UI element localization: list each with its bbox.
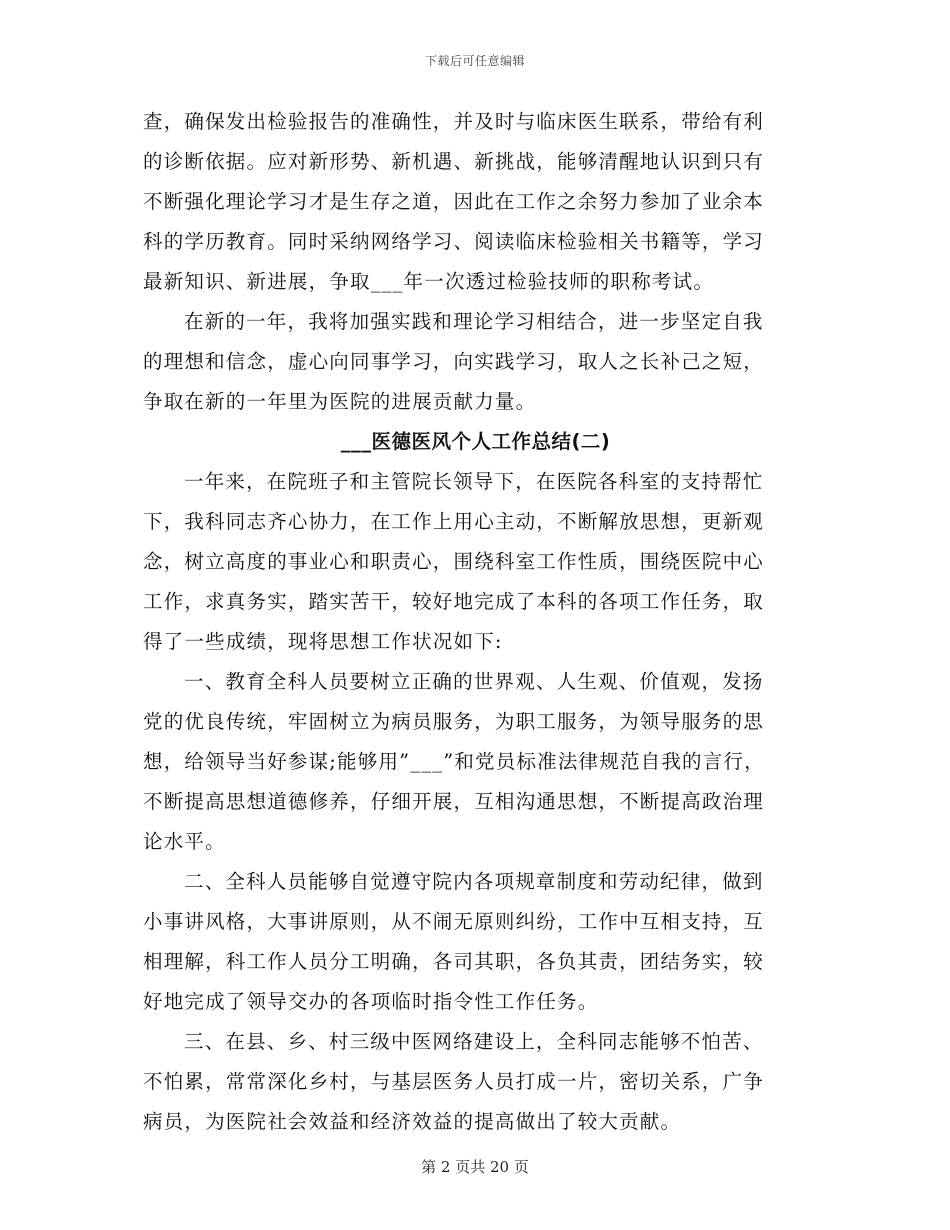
- text-line: 病员，为医院社会效益和经济效益的提高做出了较大贡献。: [143, 1110, 682, 1133]
- section-title: ___医德医风个人工作总结(二): [340, 430, 611, 453]
- text-line: 念，树立高度的事业心和职责心，围绕科室工作性质，围绕医院中心: [143, 550, 765, 573]
- text-line: 工作，求真务实，踏实苦干，较好地完成了本科的各项工作任务，取: [143, 590, 765, 613]
- paragraph: [143, 102, 808, 302]
- text-line: 相理解，科工作人员分工明确，各司其职，各负其责，团结务实，较: [143, 950, 765, 973]
- text-line: 好地完成了领导交办的各项临时指令性工作任务。: [143, 990, 599, 1013]
- paragraph: [143, 302, 808, 422]
- text-line: 的诊断依据。应对新形势、新机遇、新挑战，能够清醒地认识到只有: [143, 150, 765, 173]
- text-line: 最新知识、新进展，争取___年一次透过检验技师的职称考试。: [143, 270, 715, 293]
- text-line: 党的优良传统，牢固树立为病员服务，为职工服务，为领导服务的思: [143, 710, 765, 733]
- text-line: 论水平。: [143, 830, 226, 853]
- text-line: 查，确保发出检验报告的准确性，并及时与临床医生联系，带给有利: [143, 110, 765, 133]
- text-line: 科的学历教育。同时采纳网络学习、阅读临床检验相关书籍等，学习: [143, 230, 765, 253]
- text-line: 一年来，在院班子和主管院长领导下，在医院各科室的支持帮忙: [184, 470, 764, 493]
- text-line: 得了一些成绩，现将思想工作状况如下:: [143, 630, 503, 653]
- text-line: 在新的一年，我将加强实践和理论学习相结合，进一步坚定自我: [184, 310, 764, 333]
- text-line: 下，我科同志齐心协力，在工作上用心主动，不断解放思想，更新观: [143, 510, 765, 533]
- page-number: 第 2 页共 20 页: [421, 1158, 529, 1176]
- paragraph: [143, 1022, 808, 1142]
- paragraph: [143, 862, 808, 1022]
- text-line: 不断强化理论学习才是生存之道，因此在工作之余努力参加了业余本: [143, 190, 765, 213]
- text-line: 想，给领导当好参谋;能够用”___”和党员标准法律规范自我的言行，: [143, 750, 765, 773]
- page-header: 下载后可任意编辑: [424, 54, 525, 68]
- text-line: 一、教育全科人员要树立正确的世界观、人生观、价值观，发扬: [184, 670, 764, 693]
- text-line: 小事讲风格，大事讲原则，从不闹无原则纠纷，工作中互相支持，互: [143, 910, 765, 933]
- paragraph: [143, 462, 808, 662]
- paragraph: [143, 662, 808, 862]
- text-line: 三、在县、乡、村三级中医网络建设上，全科同志能够不怕苦、: [184, 1030, 764, 1053]
- text-line: 争取在新的一年里为医院的进展贡献力量。: [143, 390, 537, 413]
- text-line: 二、全科人员能够自觉遵守院内各项规章制度和劳动纪律，做到: [184, 870, 764, 893]
- document-body: [143, 102, 808, 1142]
- text-line: 不怕累，常常深化乡村，与基层医务人员打成一片，密切关系，广争: [143, 1070, 765, 1093]
- text-line: 的理想和信念，虚心向同事学习，向实践学习，取人之长补己之短，: [143, 350, 765, 373]
- text-line: 不断提高思想道德修养，仔细开展，互相沟通思想，不断提高政治理: [143, 790, 765, 813]
